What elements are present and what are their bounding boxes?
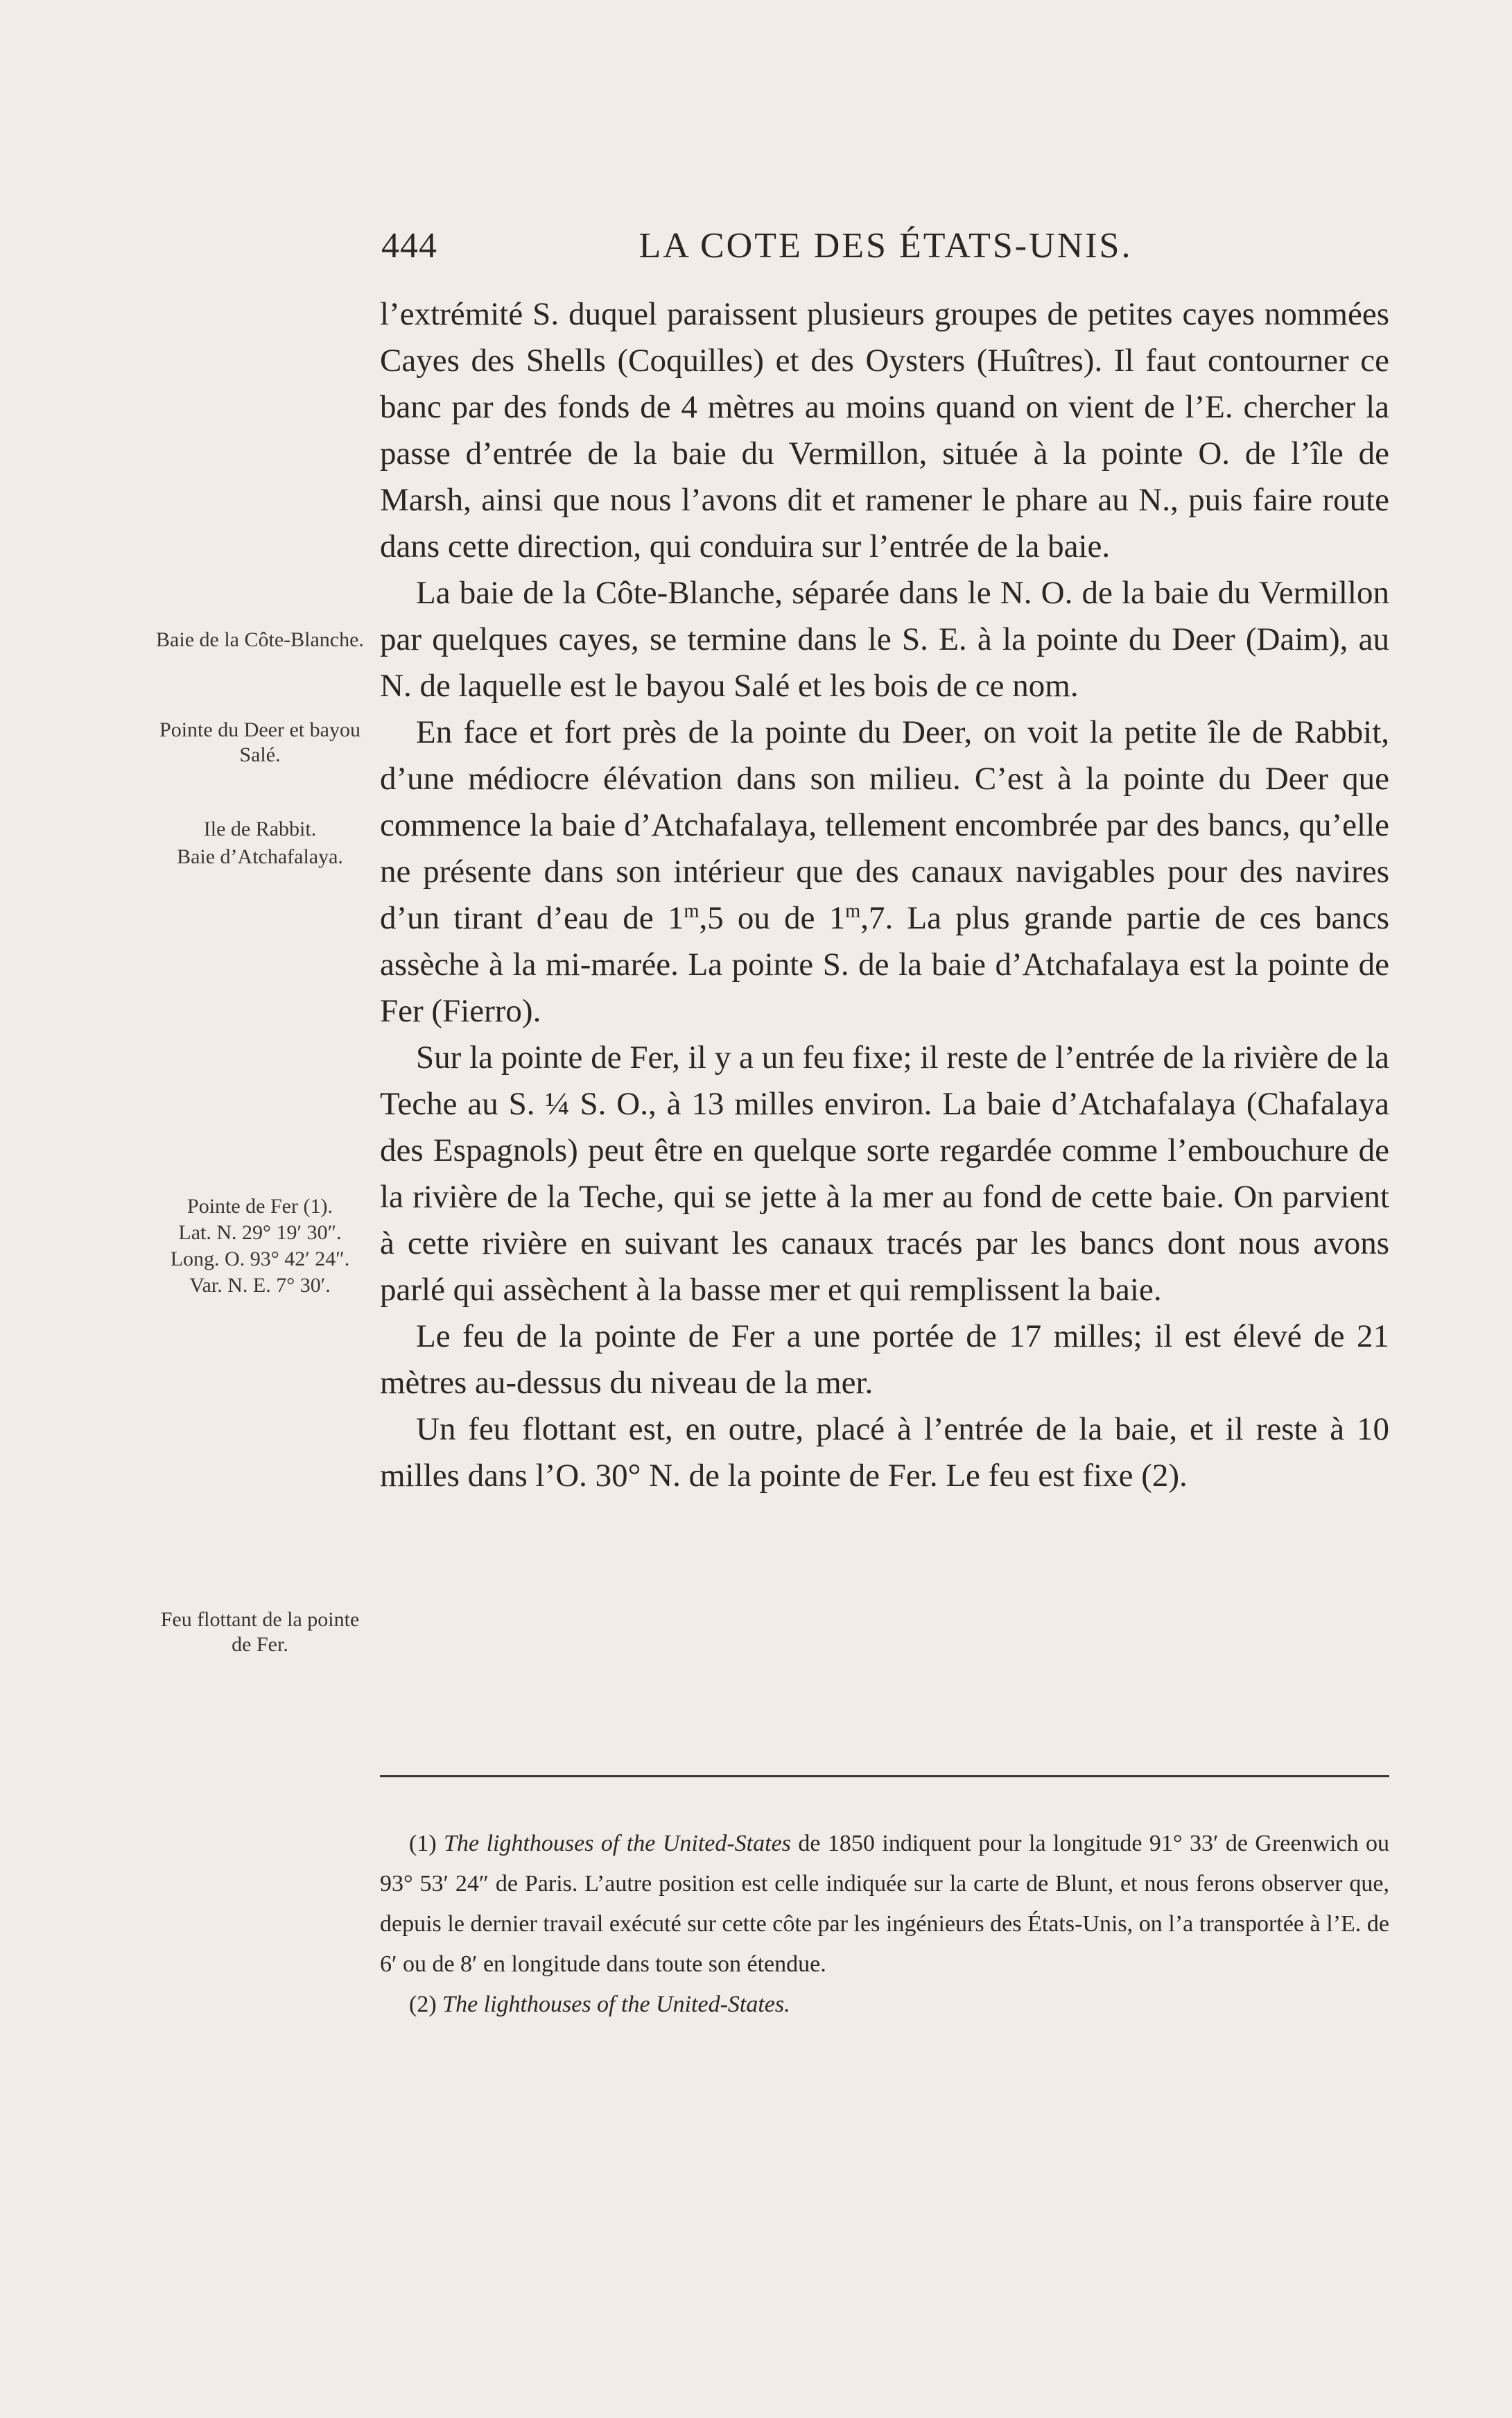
paragraph-1: l’extrémité S. duquel paraissent plusieurs groupes de petites cayes nommées Cayes des Shells (Coquilles) et des Oysters (Huîtres). Il faut contourner ce banc par des fonds de 4 mètres au moins quand on vient de l’E. chercher la passe d’entrée de la baie du Vermillon, située à la pointe O. de l’île de Marsh, ainsi que nous l’avons dit et ramener le phare au N., puis faire route dans cette direction, qui conduira sur l’entrée de la baie. bbox=[380, 296, 1389, 564]
paragraph-feu-flottant: Un feu flottant est, en outre, placé à l’entrée de la baie, et il reste à 10 milles dans l’O. 30° N. de la pointe de Fer. Le feu est fixe (2). bbox=[380, 1411, 1389, 1494]
paragraph-cote-blanche: La baie de la Côte-Blanche, séparée dans le N. O. de la baie du Vermillon par quelques cayes, se termine dans le S. E. à la pointe du Deer (Daim), au N. de laquelle est le bayou Salé et les bois de ce nom. bbox=[380, 575, 1389, 704]
margin-note-atchafalaya: Baie d’Atchafalaya. bbox=[177, 845, 343, 868]
unit-meter: m bbox=[684, 900, 699, 922]
page-header bbox=[381, 225, 1390, 281]
margin-note-pointe-fer: Pointe de Fer (1). bbox=[187, 1195, 333, 1218]
paragraph-rabbit bbox=[380, 709, 1389, 1035]
footnote-divider bbox=[380, 1775, 1389, 1777]
footnote-1-text: de 1850 indiquent pour la longitude 91° 33′ de Greenwich ou 93° 53′ 24″ de Paris. L’autre position est celle indiquée sur la carte de Blunt, et nous ferons observer que, depuis le dernier travail exécuté sur cette côte par les ingénieurs des États-Unis, on l’a transportée à l’E. de 6′ ou de 8′ en longitude dans toute son étendue. bbox=[380, 1831, 1390, 1977]
margin-note-latitude: Lat. N. 29° 19′ 30″. bbox=[178, 1221, 342, 1244]
footnote-2-title: The lighthouses of the United-States. bbox=[442, 1992, 790, 2017]
unit-meter: m bbox=[845, 900, 861, 922]
paragraph-rabbit-part-2: ,5 ou de 1 bbox=[699, 900, 846, 936]
page-number: 444 bbox=[381, 226, 437, 266]
margin-note-feu-flottant: Feu flottant de la pointe de Fer. bbox=[160, 1608, 360, 1656]
main-text bbox=[380, 291, 1389, 1499]
footnote-1 bbox=[380, 1824, 1389, 1985]
footnotes bbox=[380, 1824, 1389, 2025]
running-title: LA COTE DES ÉTATS-UNIS. bbox=[638, 226, 1133, 266]
paragraph-pointe-fer: Sur la pointe de Fer, il y a un feu fixe; il reste de l’entrée de la rivière de la Teche au S. ¼ S. O., à 13 milles environ. La baie d’Atchafalaya (Chafalaya des Espagnols) peut être en quelque sorte regardée comme l’embouchure de la rivière de la Teche, qui se jette à la mer au fond de cette baie. On parvient à cette rivière en suivant les canaux tracés par les bancs dont nous avons parlé qui assèchent à la basse mer et qui remplissent la baie. bbox=[380, 1039, 1389, 1308]
paragraph-rabbit-part-1: En face et fort près de la pointe du Deer, on voit la petite île de Rabbit, d’une médiocre élévation dans son milieu. C’est à la pointe du Deer que commence la baie d’Atchafalaya, tellement encombrée par des bancs, qu’elle ne présente dans son intérieur que des canaux navigables pour des navires d’un tirant d’eau de 1 bbox=[380, 714, 1389, 936]
footnote-1-title: The lighthouses of the United-States bbox=[444, 1831, 791, 1856]
margin-note-cote-blanche: Baie de la Côte-Blanche. bbox=[156, 628, 364, 651]
margin-note-pointe-deer: Pointe du Deer et bayou Salé. bbox=[159, 718, 360, 766]
margin-note-rabbit: Ile de Rabbit. bbox=[203, 818, 317, 840]
footnote-2-mark: (2) bbox=[409, 1992, 437, 2017]
margin-note-variation: Var. N. E. 7° 30′. bbox=[189, 1274, 331, 1297]
margin-note-longitude: Long. O. 93° 42′ 24″. bbox=[170, 1247, 350, 1270]
footnote-2 bbox=[380, 1985, 1389, 2025]
paragraph-rabbit-part-3: ,7. La plus grande partie de ces bancs assèche à la mi-marée. La pointe S. de la baie d’Atchafalaya est la pointe de Fer (Fierro). bbox=[380, 900, 1389, 1029]
footnote-1-mark: (1) bbox=[409, 1831, 437, 1856]
paragraph-feu-portee: Le feu de la pointe de Fer a une portée de 17 milles; il est élevé de 21 mètres au-dessus du niveau de la mer. bbox=[380, 1318, 1389, 1401]
